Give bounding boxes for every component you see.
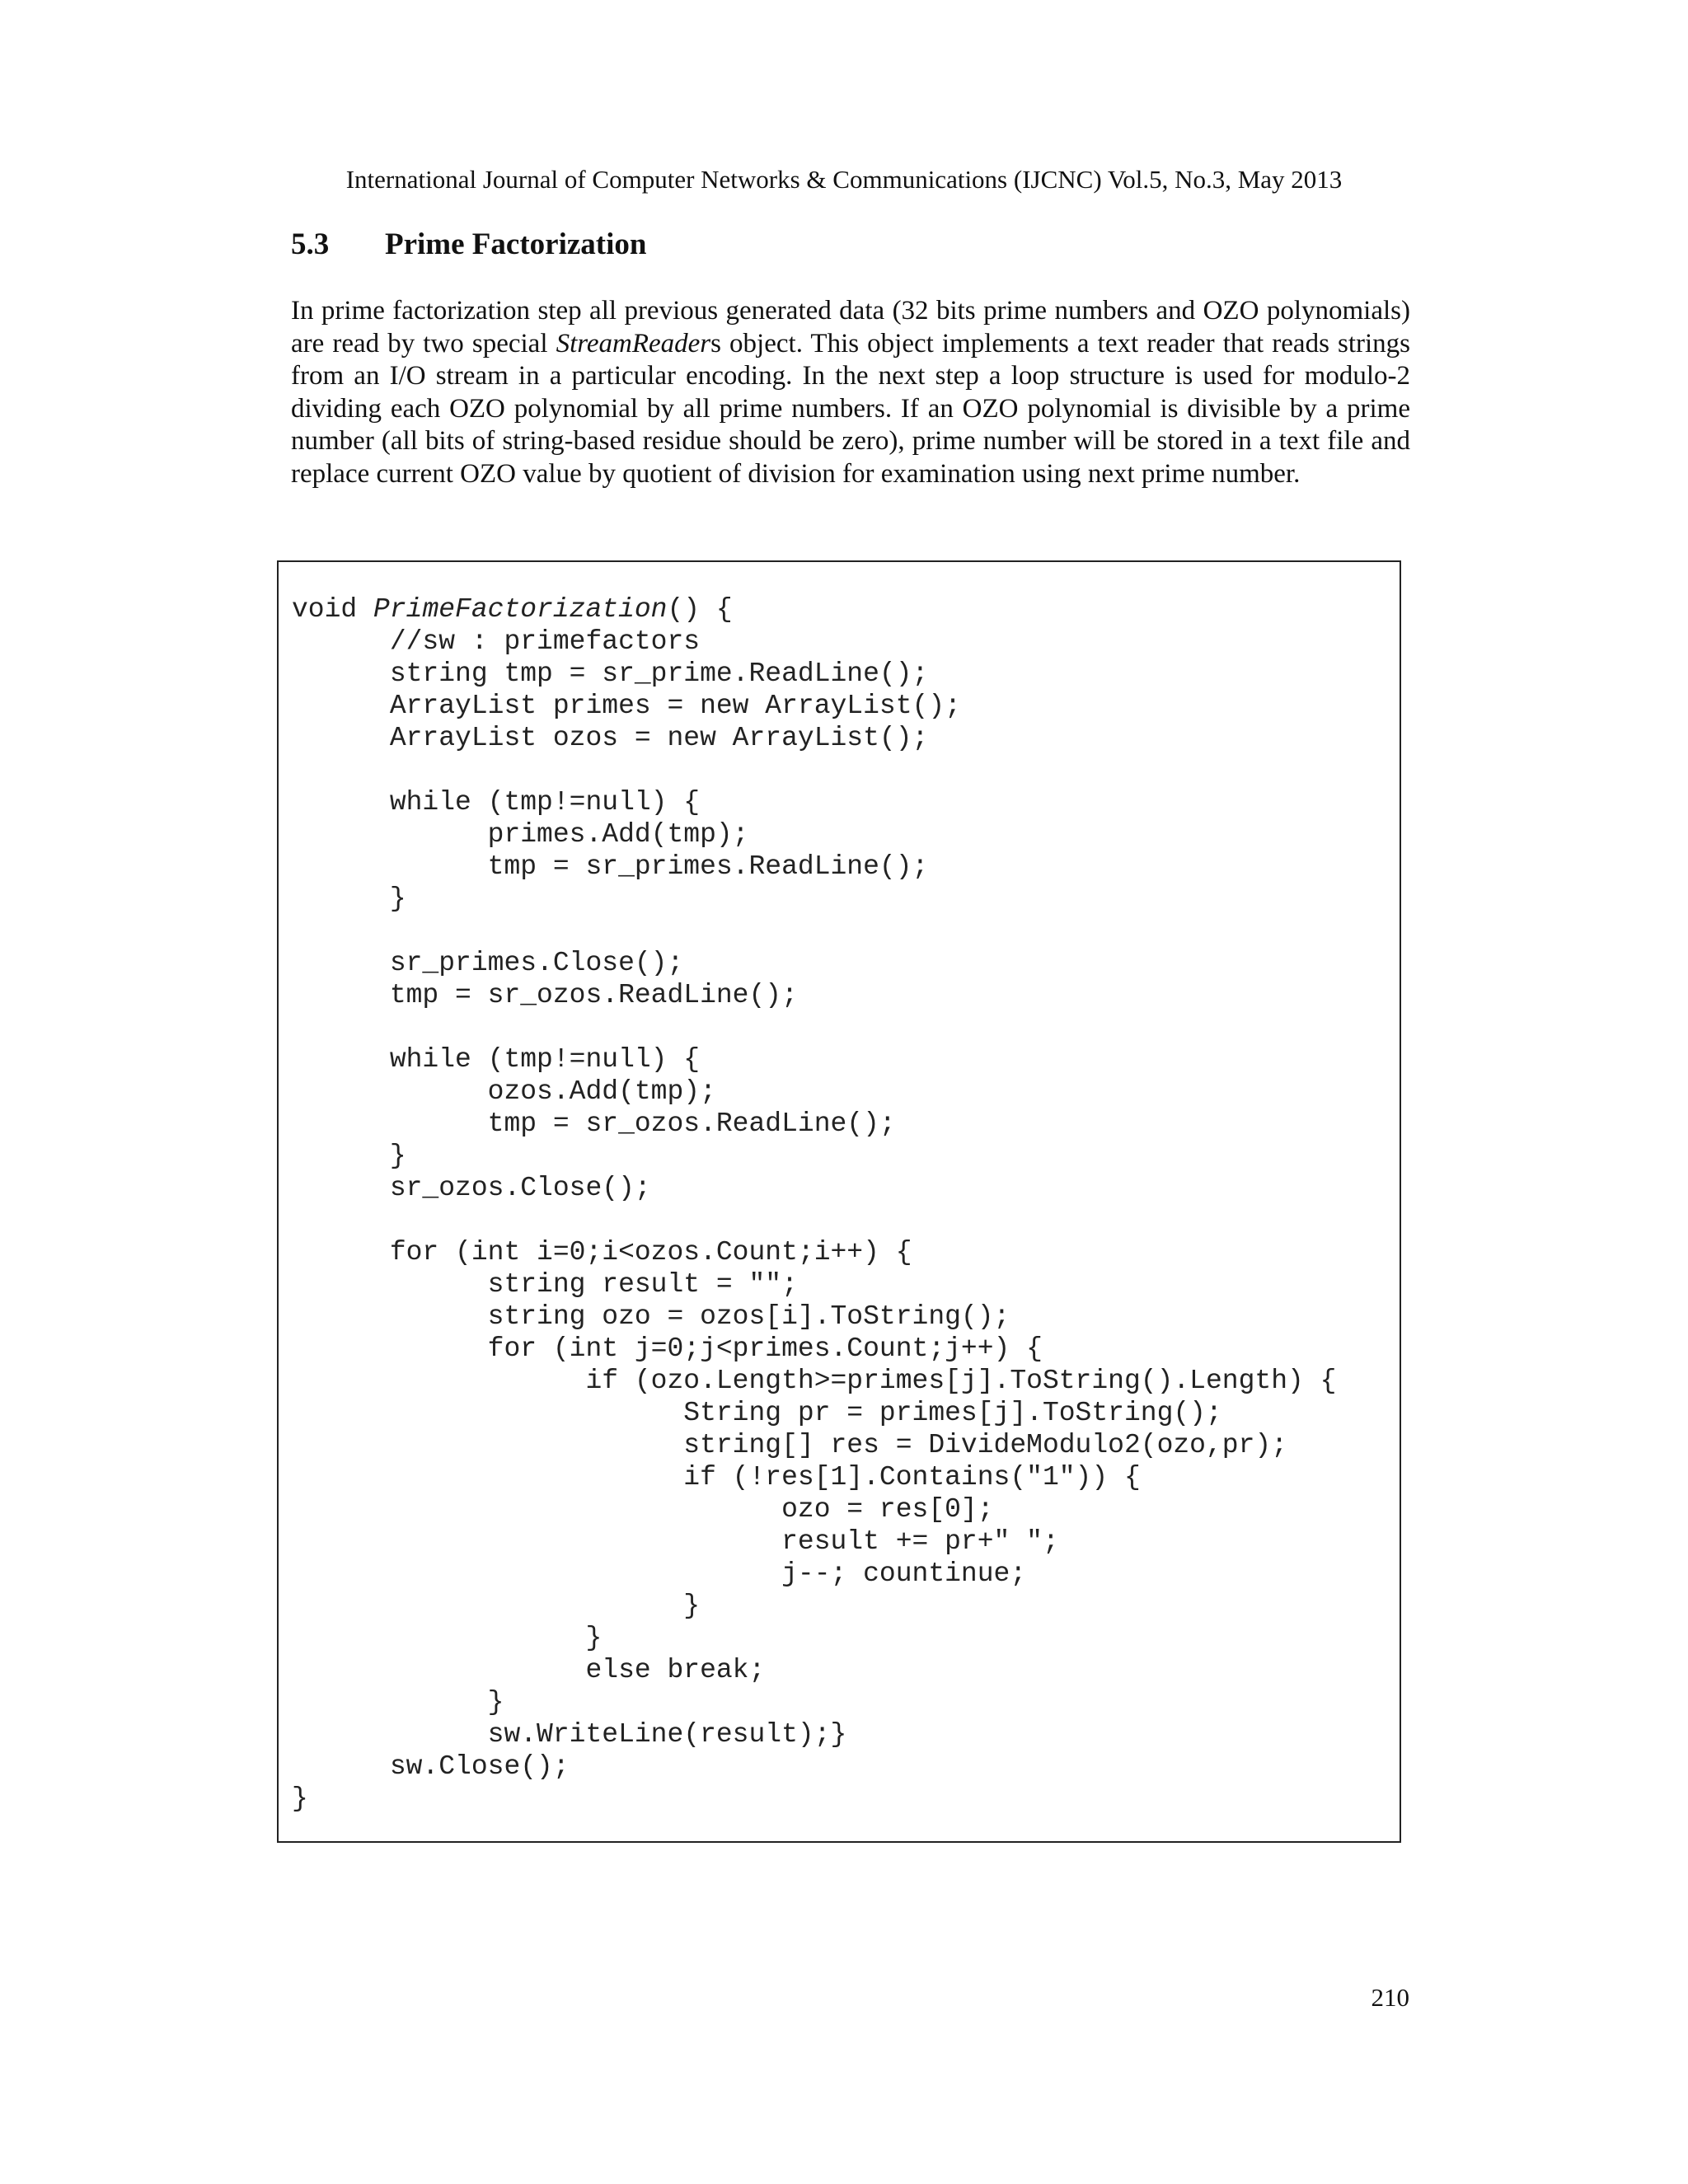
section-number: 5.3 [291, 227, 330, 261]
code-line: } [292, 1623, 603, 1653]
running-header: International Journal of Computer Networks & Communications (IJCNC) Vol.5, No.3, May 2013 [345, 165, 1343, 194]
code-line: for (int i=0;i<ozos.Count;i++) { [292, 1237, 912, 1268]
paragraph-italic-term: StreamReader [556, 328, 711, 359]
code-line: } [292, 883, 406, 914]
code-line: } [292, 1141, 406, 1171]
page-number: 210 [1371, 1983, 1409, 2012]
code-line [292, 593, 733, 626]
code-line: while (tmp!=null) { [292, 787, 701, 818]
code-line: ozo = res[0]; [292, 1494, 994, 1525]
code-line: if (ozo.Length>=primes[j].ToString().Length) { [292, 1366, 1337, 1396]
code-line: string result = ""; [292, 1269, 798, 1300]
code-line: String pr = primes[j].ToString(); [292, 1398, 1222, 1428]
code-line: sw.Close(); [292, 1751, 570, 1782]
code-line: ArrayList ozos = new ArrayList(); [292, 723, 929, 753]
paragraph-text-start: In prime factorization step all previous generated data (32 bits prime numbers and OZO polynomials) are read by two special [291, 296, 1410, 359]
code-line: } [292, 1591, 701, 1621]
code-line: string ozo = ozos[i].ToString(); [292, 1301, 1010, 1332]
code-line: primes.Add(tmp); [292, 819, 749, 850]
paragraph-text-end: s object. This object implements a text reader that reads strings from an I/O stream in a particular encoding. In the next step a loop structure is used for modulo-2 dividing each OZO polynomial by all prime numbers. If an OZO polynomial is divisible by a prime number (all bits of string-based residue should be zero), prime number will be stored in a text file and replace current OZO value by quotient of division for examination using next prime number. [291, 328, 1410, 489]
code-line: sr_primes.Close(); [292, 948, 684, 978]
code-line: string[] res = DivideModulo2(ozo,pr); [292, 1430, 1287, 1460]
code-line: else break; [292, 1655, 766, 1685]
code-text: () { [667, 594, 733, 625]
section-heading [291, 224, 646, 265]
code-line: //sw : primefactors [292, 626, 701, 657]
body-paragraph [291, 295, 1410, 490]
code-line: while (tmp!=null) { [292, 1044, 701, 1075]
code-function-name: PrimeFactorization [373, 594, 668, 625]
code-line: ArrayList primes = new ArrayList(); [292, 691, 961, 721]
code-line: result += pr+" "; [292, 1526, 1059, 1557]
code-listing-box [277, 560, 1401, 1843]
code-line: ozos.Add(tmp); [292, 1076, 716, 1107]
code-line: tmp = sr_primes.ReadLine(); [292, 851, 929, 882]
code-keyword: void [292, 594, 374, 625]
code-line: tmp = sr_ozos.ReadLine(); [292, 1108, 896, 1139]
code-line: j--; countinue; [292, 1558, 1027, 1589]
code-line: sw.WriteLine(result);} [292, 1719, 847, 1750]
code-line: } [292, 1687, 504, 1718]
code-line: for (int j=0;j<primes.Count;j++) { [292, 1333, 1043, 1364]
code-line: sr_ozos.Close(); [292, 1173, 651, 1203]
section-title: Prime Factorization [385, 227, 647, 261]
code-line: } [292, 1783, 308, 1814]
code-line: if (!res[1].Contains("1")) { [292, 1462, 1141, 1493]
code-line: string tmp = sr_prime.ReadLine(); [292, 658, 929, 689]
code-line: tmp = sr_ozos.ReadLine(); [292, 980, 798, 1010]
